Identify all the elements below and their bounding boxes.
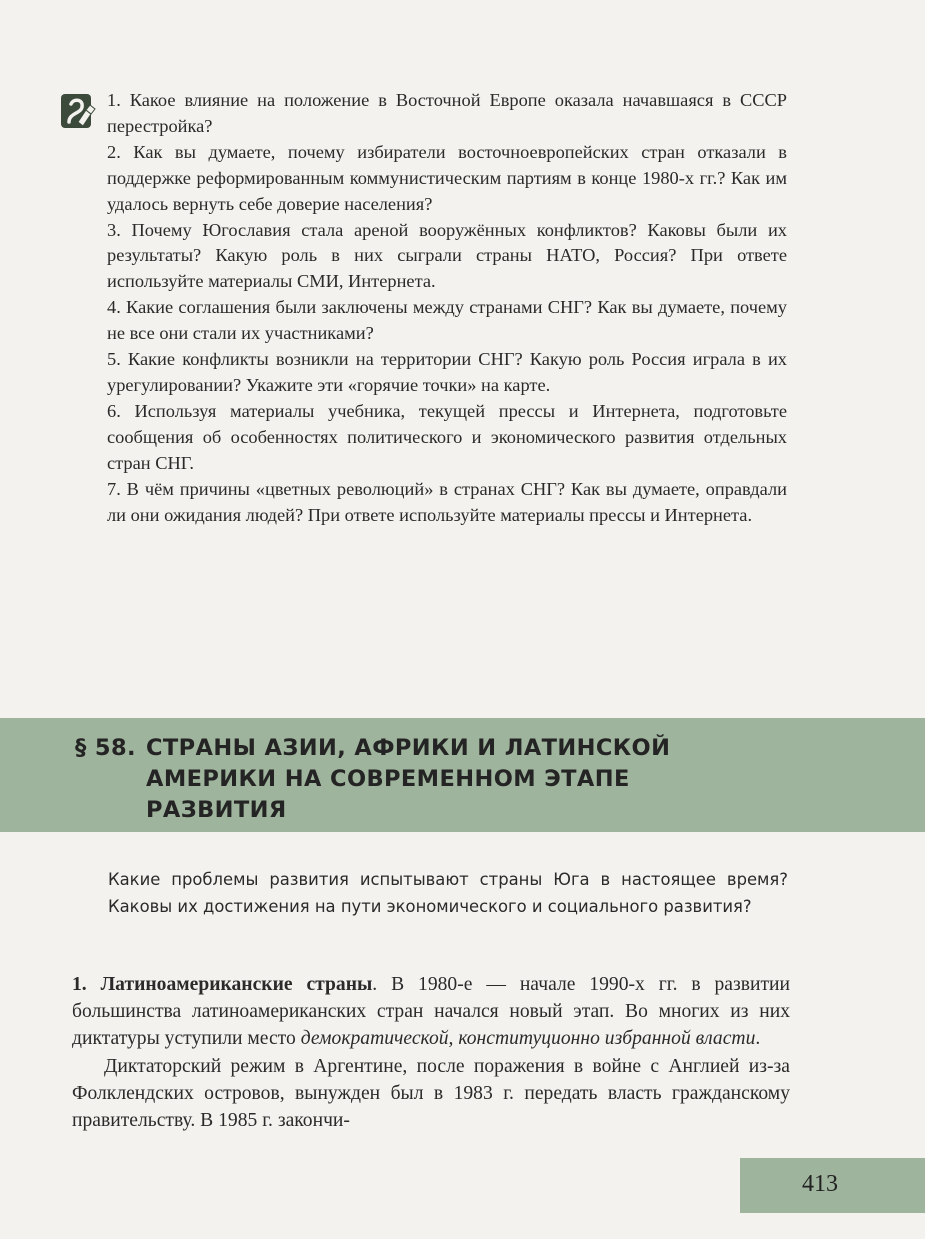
section-number: § 58.	[75, 735, 136, 761]
italic-emphasis: демократической, конституционно избранной власти	[300, 1028, 756, 1050]
section-title-line-3: РАЗВИТИЯ	[146, 797, 287, 823]
subsection-heading: 1. Латиноамериканские страны	[72, 974, 373, 995]
question-item: 5. Какие конфликты возникли на территории СНГ? Какую роль Россия играла в их урегулировании? Укажите эти «горячие точки» на карте.	[107, 349, 787, 395]
question-icon	[60, 92, 98, 132]
section-title	[75, 733, 775, 826]
body-text	[72, 971, 790, 1134]
question-item: 3. Почему Югославия стала ареной вооружённых конфликтов? Каковы были их результаты? Какую роль в них сыграли страны НАТО, Россия? При ответе используйте материалы СМИ, Интернета.	[107, 219, 787, 292]
page-number: 413	[802, 1171, 838, 1197]
section-title-line-1: СТРАНЫ АЗИИ, АФРИКИ И ЛАТИНСКОЙ	[146, 735, 671, 761]
lead-questions: Какие проблемы развития испытывают страны Юга в настоящее время? Каковы их достижения на пути экономического и социального развития?	[108, 870, 788, 916]
question-item: 6. Используя материалы учебника, текущей прессы и Интернета, подготовьте сообщения об особенностях политического и экономического развития отдельных стран СНГ.	[107, 400, 787, 473]
question-item: 1. Какое влияние на положение в Восточной Европе оказала начавшаяся в СССР перестройка?	[107, 90, 787, 136]
paragraph-1	[72, 971, 790, 1053]
question-item: 4. Какие соглашения были заключены между странами СНГ? Как вы думаете, почему не все они стали их участниками?	[107, 297, 787, 344]
question-item: 2. Как вы думаете, почему избиратели восточноевропейских стран отказали в поддержке реформированным коммунистическим партиям в конце 1980-х гг.? Как им удалось вернуть себе доверие населения?	[107, 141, 787, 214]
section-title-line-2: АМЕРИКИ НА СОВРЕМЕННОМ ЭТАПЕ	[146, 766, 630, 792]
review-questions	[107, 88, 787, 528]
paragraph-1-end: .	[755, 1028, 761, 1050]
paragraph-2: Диктаторский режим в Аргентине, после поражения в войне с Англией из-за Фолклендских островов, вынужден был в 1983 г. передать власть гражданскому правительству. В 1985 г. закончи-	[72, 1055, 790, 1132]
question-item: 7. В чём причины «цветных революций» в странах СНГ? Как вы думаете, оправдали ли они ожидания людей? При ответе используйте материалы прессы и Интернета.	[107, 478, 787, 525]
paragraph-1-text: . В 1980-е — начале 1990-х гг. в развитии большинства латиноамериканских стран начался новый этап. Во многих из них диктатуры уступили место	[72, 974, 791, 1050]
